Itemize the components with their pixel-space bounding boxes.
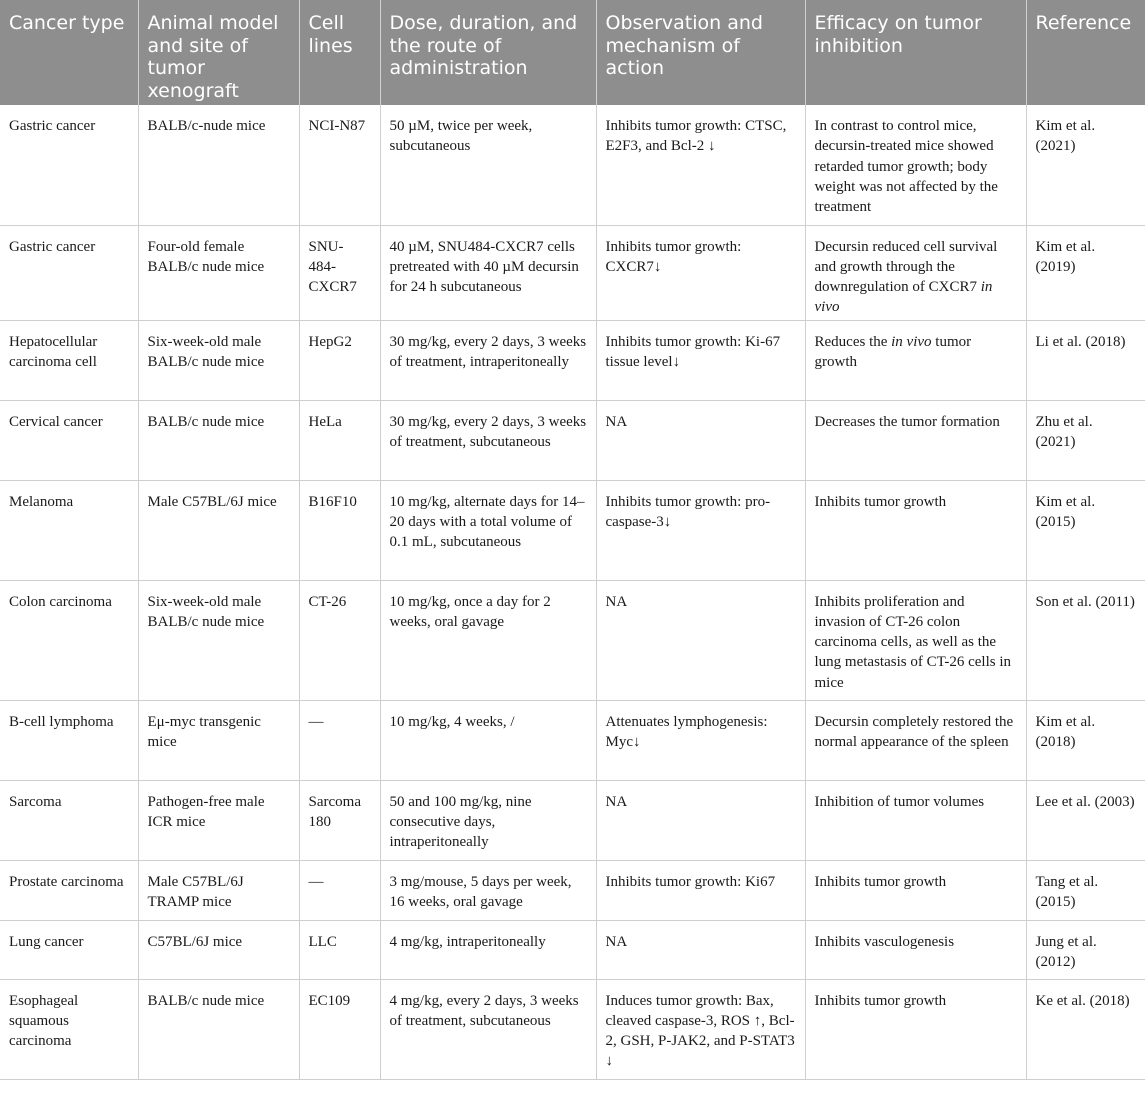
cell-cancer-type: Sarcoma — [0, 780, 138, 860]
cell-cell-lines: SNU-484-CXCR7 — [299, 225, 380, 320]
cell-animal-model: BALB/c-nude mice — [138, 105, 299, 225]
cell-efficacy — [805, 225, 1026, 320]
cell-efficacy: Inhibits vasculogenesis — [805, 920, 1026, 979]
cell-reference: Lee et al. (2003) — [1026, 780, 1145, 860]
cell-reference: Tang et al. (2015) — [1026, 860, 1145, 920]
cell-animal-model: C57BL/6J mice — [138, 920, 299, 979]
cell-cancer-type: Prostate carcinoma — [0, 860, 138, 920]
header-cancer-type: Cancer type — [0, 0, 138, 105]
cell-animal-model: BALB/c nude mice — [138, 979, 299, 1079]
efficacy-text-visible: Reduces the in vivo tumor growth — [814, 333, 972, 370]
cell-observation: Attenuates lymphogenesis: Myc↓ — [596, 700, 805, 780]
cell-reference: Zhu et al. (2021) — [1026, 400, 1145, 480]
cell-observation: NA — [596, 580, 805, 700]
cell-reference: Kim et al. (2015) — [1026, 480, 1145, 580]
cell-dose: 3 mg/mouse, 5 days per week, 16 weeks, oral gavage — [380, 860, 596, 920]
cell-dose: 30 mg/kg, every 2 days, 3 weeks of treatment, intraperitoneally — [380, 320, 596, 400]
cell-observation: Inhibits tumor growth: CXCR7↓ — [596, 225, 805, 320]
cell-animal-model: Male C57BL/6J TRAMP mice — [138, 860, 299, 920]
cell-cell-lines: — — [299, 700, 380, 780]
cell-cell-lines: B16F10 — [299, 480, 380, 580]
header-observation: Observation and mechanism of action — [596, 0, 805, 105]
cell-cancer-type: Cervical cancer — [0, 400, 138, 480]
cell-cell-lines: NCI-N87 — [299, 105, 380, 225]
table-row — [0, 979, 1145, 1079]
table-row — [0, 920, 1145, 979]
cell-efficacy: Inhibits tumor growth — [805, 860, 1026, 920]
header-dose: Dose, duration, and the route of administration — [380, 0, 596, 105]
cell-dose: 40 µM, SNU484-CXCR7 cells pretreated with 40 µM decursin for 24 h subcutaneous — [380, 225, 596, 320]
cell-animal-model: Pathogen-free male ICR mice — [138, 780, 299, 860]
cell-cancer-type: Gastric cancer — [0, 105, 138, 225]
cell-cell-lines: HeLa — [299, 400, 380, 480]
cell-cancer-type: Melanoma — [0, 480, 138, 580]
header-animal-model: Animal model and site of tumor xenograft — [138, 0, 299, 105]
cell-cancer-type: Hepatocellular carcinoma cell — [0, 320, 138, 400]
table-row — [0, 580, 1145, 700]
table-row — [0, 105, 1145, 225]
cell-dose: 10 mg/kg, alternate days for 14–20 days with a total volume of 0.1 mL, subcutaneous — [380, 480, 596, 580]
cell-reference: Kim et al. (2019) — [1026, 225, 1145, 320]
header-row — [0, 0, 1145, 105]
cell-cell-lines: — — [299, 860, 380, 920]
cell-cell-lines: Sarcoma 180 — [299, 780, 380, 860]
table-row — [0, 480, 1145, 580]
cell-observation: Induces tumor growth: Bax, cleaved caspase-3, ROS ↑, Bcl-2, GSH, P-JAK2, and P-STAT3 ↓ — [596, 979, 805, 1079]
cell-efficacy: Inhibits tumor growth — [805, 480, 1026, 580]
cell-observation: Inhibits tumor growth: pro-caspase-3↓ — [596, 480, 805, 580]
cell-reference: Kim et al. (2021) — [1026, 105, 1145, 225]
cell-animal-model: Male C57BL/6J mice — [138, 480, 299, 580]
cell-cancer-type: B-cell lymphoma — [0, 700, 138, 780]
cell-animal-model: Eμ-myc transgenic mice — [138, 700, 299, 780]
cell-dose: 30 mg/kg, every 2 days, 3 weeks of treatment, subcutaneous — [380, 400, 596, 480]
cell-efficacy: Inhibits tumor growth — [805, 979, 1026, 1079]
cell-observation: Inhibits tumor growth: Ki-67 tissue level↓ — [596, 320, 805, 400]
cell-efficacy: Inhibition of tumor volumes — [805, 780, 1026, 860]
cell-efficacy: Decursin completely restored the normal appearance of the spleen — [805, 700, 1026, 780]
cell-cancer-type: Colon carcinoma — [0, 580, 138, 700]
header-efficacy: Efficacy on tumor inhibition — [805, 0, 1026, 105]
cell-efficacy: Decreases the tumor formation — [805, 400, 1026, 480]
cell-cell-lines: LLC — [299, 920, 380, 979]
cell-dose: 50 µM, twice per week, subcutaneous — [380, 105, 596, 225]
cell-animal-model: Six-week-old male BALB/c nude mice — [138, 580, 299, 700]
cell-observation: NA — [596, 920, 805, 979]
table-row — [0, 700, 1145, 780]
cell-reference: Li et al. (2018) — [1026, 320, 1145, 400]
cell-efficacy: In contrast to control mice, decursin-treated mice showed retarded tumor growth; body weight was not affected by the treatment — [805, 105, 1026, 225]
cell-dose: 10 mg/kg, once a day for 2 weeks, oral gavage — [380, 580, 596, 700]
header-reference: Reference — [1026, 0, 1145, 105]
table-row — [0, 860, 1145, 920]
cell-cancer-type: Esophageal squamous carcinoma — [0, 979, 138, 1079]
cell-dose: 50 and 100 mg/kg, nine consecutive days, intraperitoneally — [380, 780, 596, 860]
cell-reference: Kim et al. (2018) — [1026, 700, 1145, 780]
cell-dose: 4 mg/kg, intraperitoneally — [380, 920, 596, 979]
cell-reference: Jung et al. (2012) — [1026, 920, 1145, 979]
cell-animal-model: Six-week-old male BALB/c nude mice — [138, 320, 299, 400]
cell-cancer-type: Gastric cancer — [0, 225, 138, 320]
cell-observation: Inhibits tumor growth: CTSC, E2F3, and Bcl-2 ↓ — [596, 105, 805, 225]
cell-cell-lines: HepG2 — [299, 320, 380, 400]
cell-observation: Inhibits tumor growth: Ki67 — [596, 860, 805, 920]
cell-dose: 4 mg/kg, every 2 days, 3 weeks of treatment, subcutaneous — [380, 979, 596, 1079]
table-row — [0, 225, 1145, 320]
table-row — [0, 320, 1145, 400]
cell-reference: Son et al. (2011) — [1026, 580, 1145, 700]
cell-cancer-type: Lung cancer — [0, 920, 138, 979]
cell-efficacy: Inhibits proliferation and invasion of CT-26 colon carcinoma cells, as well as the lung metastasis of CT-26 cells in mice — [805, 580, 1026, 700]
cell-observation: NA — [596, 780, 805, 860]
table-row — [0, 400, 1145, 480]
table-row — [0, 780, 1145, 860]
efficacy-text-visible: Decursin reduced cell survival and growth through the downregulation of CXCR7 in vivo — [814, 238, 998, 316]
cell-animal-model: Four-old female BALB/c nude mice — [138, 225, 299, 320]
cell-reference: Ke et al. (2018) — [1026, 979, 1145, 1079]
cell-efficacy — [805, 320, 1026, 400]
cell-cell-lines: EC109 — [299, 979, 380, 1079]
cell-dose: 10 mg/kg, 4 weeks, / — [380, 700, 596, 780]
header-cell-lines: Cell lines — [299, 0, 380, 105]
cell-observation: NA — [596, 400, 805, 480]
cell-animal-model: BALB/c nude mice — [138, 400, 299, 480]
cell-cell-lines: CT-26 — [299, 580, 380, 700]
